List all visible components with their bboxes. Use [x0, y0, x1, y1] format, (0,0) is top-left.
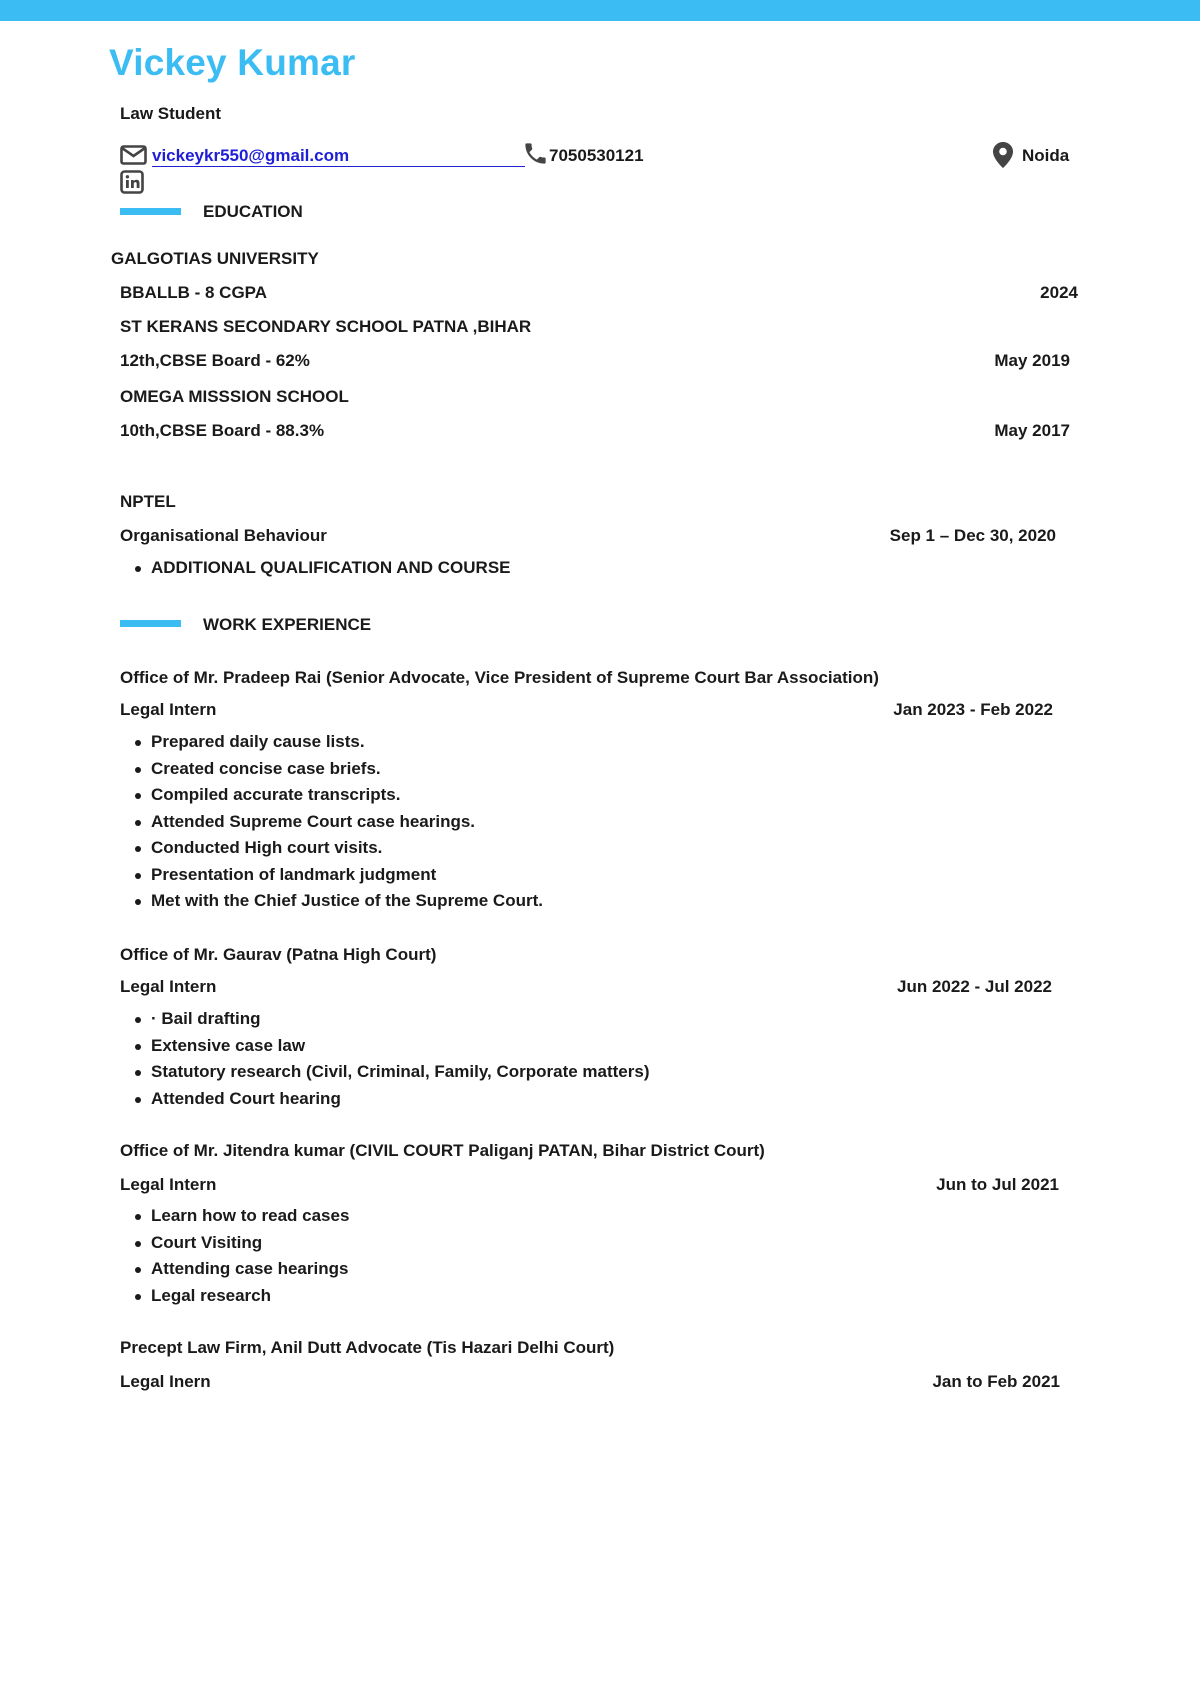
job-role: Legal Intern — [120, 977, 217, 996]
job-date: Jun 2022 - Jul 2022 — [897, 977, 1052, 996]
email-underline — [152, 166, 525, 167]
education-detail: 10th,CBSE Board - 88.3% — [120, 421, 325, 440]
education-accent-bar — [120, 208, 181, 215]
list-item: Attending case hearings — [120, 1256, 349, 1283]
education-heading: EDUCATION — [203, 202, 303, 221]
list-item: Statutory research (Civil, Criminal, Family, Corporate matters) — [120, 1059, 650, 1086]
list-item: Met with the Chief Justice of the Supreme Court. — [120, 888, 543, 915]
candidate-name: Vickey Kumar — [109, 42, 356, 83]
course-bullet-list — [120, 555, 511, 582]
education-date: May 2017 — [994, 421, 1070, 440]
list-item: ADDITIONAL QUALIFICATION AND COURSE — [120, 555, 511, 582]
list-item: Learn how to read cases — [120, 1203, 349, 1230]
list-item: Legal research — [120, 1283, 349, 1310]
job-office: Office of Mr. Gaurav (Patna High Court) — [120, 945, 437, 964]
phone-icon — [522, 140, 549, 167]
linkedin-icon[interactable] — [120, 170, 144, 194]
list-item: · Bail drafting — [120, 1006, 650, 1033]
job-office: Office of Mr. Pradeep Rai (Senior Advocate, Vice President of Supreme Court Bar Association) — [120, 668, 879, 687]
list-item: Conducted High court visits. — [120, 835, 543, 862]
list-item: Attended Court hearing — [120, 1086, 650, 1113]
course-date: Sep 1 – Dec 30, 2020 — [889, 526, 1056, 545]
mail-icon — [120, 145, 147, 165]
work-accent-bar — [120, 620, 181, 627]
list-item: Compiled accurate transcripts. — [120, 782, 543, 809]
job-bullet-list — [120, 729, 543, 915]
course-name: Organisational Behaviour — [120, 526, 327, 545]
job-bullet-list — [120, 1006, 650, 1112]
job-bullet-list — [120, 1203, 349, 1309]
job-date: Jan 2023 - Feb 2022 — [893, 700, 1053, 719]
list-item: Court Visiting — [120, 1230, 349, 1257]
list-item: Attended Supreme Court case hearings. — [120, 809, 543, 836]
work-heading: WORK EXPERIENCE — [203, 615, 372, 634]
education-detail: 12th,CBSE Board - 62% — [120, 351, 310, 370]
location: Noida — [1022, 146, 1070, 165]
job-role: Legal Intern — [120, 700, 217, 719]
list-item: Extensive case law — [120, 1033, 650, 1060]
job-office: Precept Law Firm, Anil Dutt Advocate (Tis Hazari Delhi Court) — [120, 1338, 615, 1357]
list-item: Created concise case briefs. — [120, 756, 543, 783]
education-institution: ST KERANS SECONDARY SCHOOL PATNA ,BIHAR — [120, 317, 532, 336]
education-institution: OMEGA MISSSION SCHOOL — [120, 387, 349, 406]
candidate-title: Law Student — [120, 104, 222, 123]
phone-number: 7050530121 — [549, 146, 644, 165]
list-item: Presentation of landmark judgment — [120, 862, 543, 889]
job-date: Jan to Feb 2021 — [932, 1372, 1060, 1391]
job-date: Jun to Jul 2021 — [936, 1175, 1059, 1194]
location-pin-icon — [992, 141, 1014, 169]
email-link[interactable]: vickeykr550@gmail.com — [152, 146, 350, 165]
education-date: May 2019 — [994, 351, 1070, 370]
education-date: 2024 — [1040, 283, 1078, 302]
list-item: Prepared daily cause lists. — [120, 729, 543, 756]
job-office: Office of Mr. Jitendra kumar (CIVIL COURT Paliganj PATAN, Bihar District Court) — [120, 1141, 765, 1160]
top-accent-bar — [0, 0, 1200, 21]
education-institution: GALGOTIAS UNIVERSITY — [111, 249, 319, 268]
education-detail: BBALLB - 8 CGPA — [120, 283, 268, 302]
course-provider: NPTEL — [120, 492, 176, 511]
job-role: Legal Inern — [120, 1372, 211, 1391]
job-role: Legal Intern — [120, 1175, 217, 1194]
